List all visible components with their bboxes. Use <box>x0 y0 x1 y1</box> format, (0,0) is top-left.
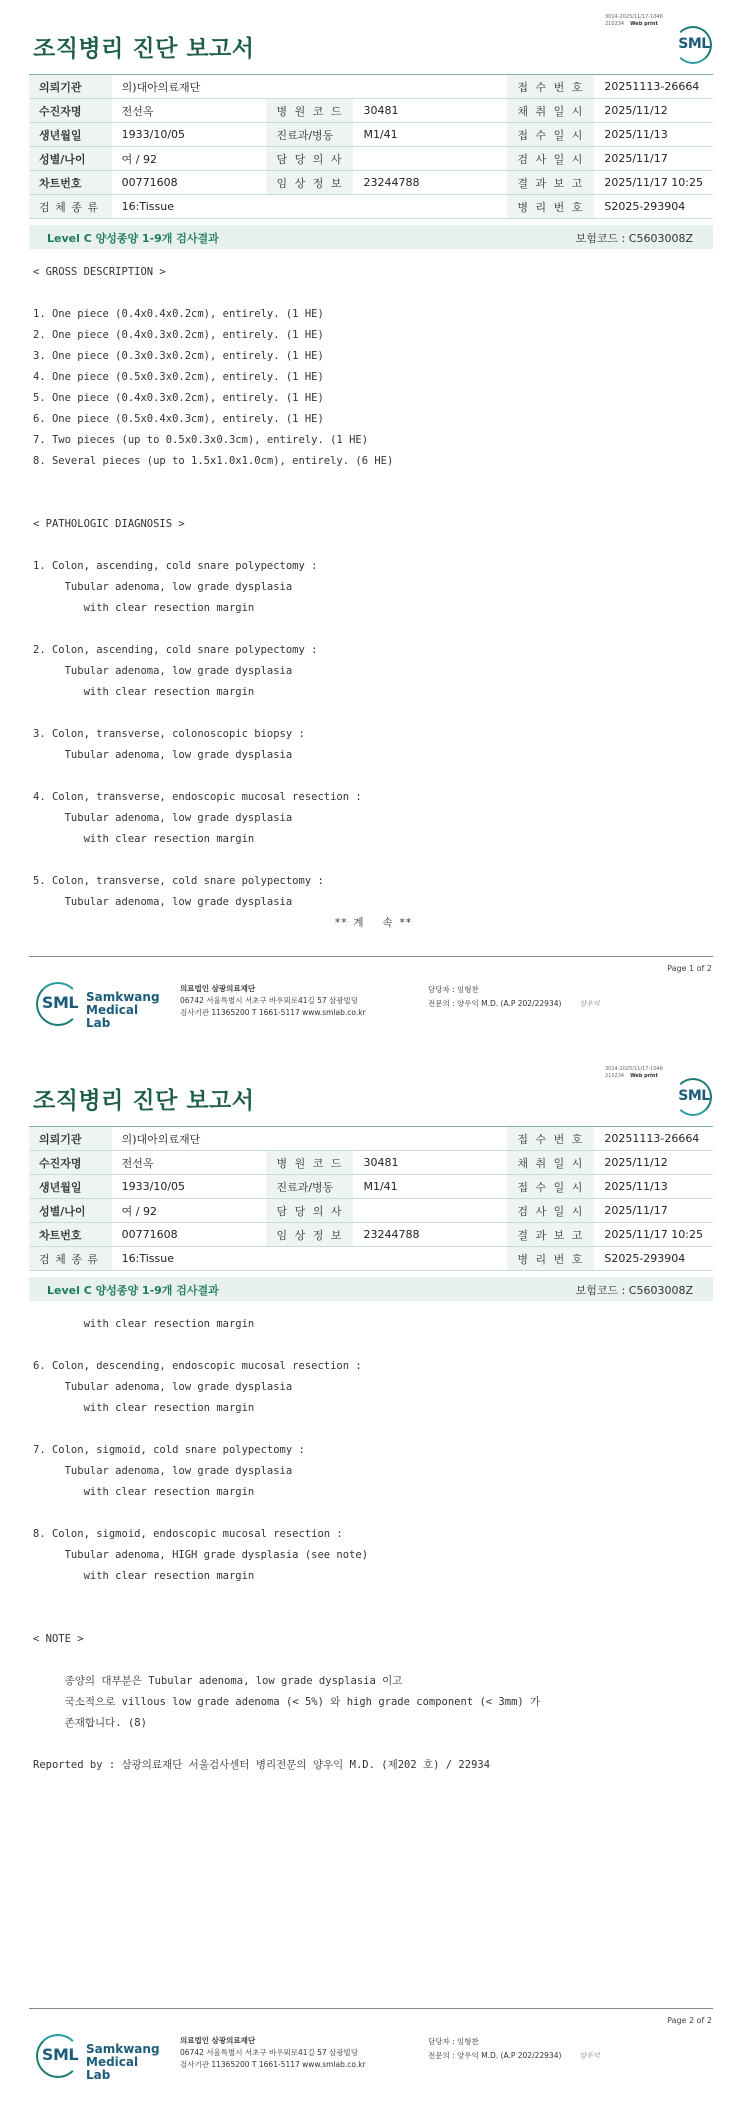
result-section-title: Level C 양성종양 1-9개 검사결과 <box>47 1284 219 1297</box>
report-line: 3. One piece (0.3x0.3x0.2cm), entirely. (1 HE) <box>33 350 324 362</box>
page-number: Page 1 of 2 <box>667 964 712 973</box>
info-label: 담 당 의 사 <box>266 147 353 171</box>
footer-contact: 검사기관 11365200 T 1661-5117 www.smlab.co.kr <box>180 2060 366 2069</box>
info-row <box>29 195 713 219</box>
info-value-hospital-code: 30481 <box>353 1151 507 1175</box>
report-line: with clear resection margin <box>33 833 255 845</box>
info-label: 접 수 번 호 <box>507 1127 594 1151</box>
info-value-institution: 의)대아의료재단 <box>112 1127 508 1151</box>
info-row <box>29 1223 713 1247</box>
info-value-birthdate: 1933/10/05 <box>112 1175 267 1199</box>
info-value-sex-age: 여 / 92 <box>112 147 267 171</box>
report-line: Reported by : 삼광의료재단 서울검사센터 병리전문의 양우익 M.D. (제202 호) / 22934 <box>33 1759 491 1771</box>
info-value-patient-name: 전선옥 <box>112 1151 267 1175</box>
info-label: 병 원 코 드 <box>266 99 353 123</box>
info-label: 의뢰기관 <box>29 1127 112 1151</box>
report-line: with clear resection margin <box>33 1486 255 1498</box>
footer-expert-wrap <box>428 2049 600 2063</box>
report-line <box>33 1335 713 1356</box>
insurance-code: 보험코드 : C5603008Z <box>575 1284 693 1297</box>
report-page-2 <box>0 1052 744 2104</box>
report-line: Tubular adenoma, low grade dysplasia <box>33 1465 293 1477</box>
report-line: Tubular adenoma, low grade dysplasia <box>33 581 293 593</box>
logo-name-line2: Medical Lab <box>86 2055 139 2082</box>
info-value-chart-number: 00771608 <box>112 171 267 195</box>
report-line <box>33 1503 713 1524</box>
info-value-chart-number: 00771608 <box>112 1223 267 1247</box>
report-line: with clear resection margin <box>33 686 255 698</box>
info-label: 검 사 일 시 <box>507 147 594 171</box>
info-label: 결 과 보 고 <box>507 171 594 195</box>
footer-address-line: 06742 서울특별시 서초구 바우뫼로41길 57 삼광빌딩 <box>180 996 359 1005</box>
info-label: 결 과 보 고 <box>507 1223 594 1247</box>
report-line: 3. Colon, transverse, colonoscopic biopsy : <box>33 728 305 740</box>
info-label: 접 수 일 시 <box>507 123 594 147</box>
report-line <box>33 1587 713 1608</box>
sml-logo <box>674 1078 712 1116</box>
report-line: with clear resection margin <box>33 1570 255 1582</box>
footer-address <box>180 983 366 1019</box>
info-label: 임 상 정 보 <box>266 1223 353 1247</box>
report-line <box>33 283 713 304</box>
signature: 양우익 <box>579 2052 600 2060</box>
footer-staff-line: 담당자 : 임형찬 <box>428 2037 479 2046</box>
print-stamp-line1: 3014-2025/11/17-1046 <box>605 1066 663 1072</box>
report-title: 조직병리 진단 보고서 <box>33 36 255 62</box>
info-value-specimen: 16:Tissue <box>112 195 508 219</box>
report-line <box>33 493 713 514</box>
footer-expert-wrap <box>428 997 600 1011</box>
info-value-receipt-date: 2025/11/13 <box>594 1175 713 1199</box>
report-line: 1. One piece (0.4x0.4x0.2cm), entirely. (1 HE) <box>33 308 324 320</box>
report-line <box>33 1419 713 1440</box>
info-value-pathology-number: S2025-293904 <box>594 195 713 219</box>
report-line: Tubular adenoma, low grade dysplasia <box>33 665 293 677</box>
info-value-clinical-info: 23244788 <box>353 171 507 195</box>
sml-logo-text: SML <box>678 36 710 52</box>
report-line: 국소적으로 villous low grade adenoma (< 5%) 와 high grade component (< 3mm) 가 <box>33 1696 541 1708</box>
info-label: 진료과/병동 <box>266 1175 353 1199</box>
info-row <box>29 1151 713 1175</box>
info-value-accession: 20251113-26664 <box>594 1127 713 1151</box>
info-label: 병 원 코 드 <box>266 1151 353 1175</box>
info-value-hospital-code: 30481 <box>353 99 507 123</box>
info-label: 성별/나이 <box>29 1199 112 1223</box>
result-section-bar <box>29 1277 713 1301</box>
result-section-bar <box>29 225 713 249</box>
report-line: Tubular adenoma, low grade dysplasia <box>33 1381 293 1393</box>
print-stamp-line1: 3014-2025/11/17-1046 <box>605 14 663 20</box>
info-label: 접 수 일 시 <box>507 1175 594 1199</box>
info-label: 진료과/병동 <box>266 123 353 147</box>
info-label: 의뢰기관 <box>29 75 112 99</box>
info-label: 검 체 종 류 <box>29 1247 112 1271</box>
info-row <box>29 1247 713 1271</box>
footer-divider <box>29 2008 713 2009</box>
info-value-test-date: 2025/11/17 <box>594 147 713 171</box>
info-label: 검 체 종 류 <box>29 195 112 219</box>
web-print-label: Web print <box>630 1072 658 1079</box>
footer-address-line: 06742 서울특별시 서초구 바우뫼로41길 57 삼광빌딩 <box>180 2048 359 2057</box>
report-line <box>33 535 713 556</box>
info-value-report-date: 2025/11/17 10:25 <box>594 171 713 195</box>
info-row <box>29 1199 713 1223</box>
report-line <box>33 1734 713 1755</box>
info-value-department: M1/41 <box>353 1175 507 1199</box>
report-line <box>33 766 713 787</box>
logo-name-line1: Samkwang <box>86 990 160 1004</box>
info-label: 채 취 일 시 <box>507 99 594 123</box>
footer-staff-line: 담당자 : 임형찬 <box>428 985 479 994</box>
samkwang-logo-name <box>86 2043 166 2082</box>
samkwang-logo <box>36 980 166 1030</box>
logo-name-line2: Medical Lab <box>86 1003 139 1030</box>
web-print-label: Web print <box>630 20 658 27</box>
info-label: 차트번호 <box>29 171 112 195</box>
info-label: 병 리 번 호 <box>507 1247 594 1271</box>
info-label: 접 수 번 호 <box>507 75 594 99</box>
footer-staff <box>428 983 600 1011</box>
footer-expert: 전문의 : 양우익 M.D. (A.P 202/22934) <box>428 999 562 1008</box>
report-line: 6. One piece (0.5x0.4x0.3cm), entirely. (1 HE) <box>33 413 324 425</box>
report-line: 6. Colon, descending, endoscopic mucosal resection : <box>33 1360 362 1372</box>
report-line: Tubular adenoma, low grade dysplasia <box>33 749 293 761</box>
report-line <box>33 850 713 871</box>
info-row <box>29 123 713 147</box>
report-line: < GROSS DESCRIPTION > <box>33 266 166 278</box>
report-line <box>33 703 713 724</box>
report-line <box>33 472 713 493</box>
result-section-title: Level C 양성종양 1-9개 검사결과 <box>47 232 219 245</box>
info-value-clinical-info: 23244788 <box>353 1223 507 1247</box>
info-label: 병 리 번 호 <box>507 195 594 219</box>
info-label: 수진자명 <box>29 1151 112 1175</box>
info-value-collect-date: 2025/11/12 <box>594 1151 713 1175</box>
info-row <box>29 1127 713 1151</box>
continued-marker: ** 계 속 ** <box>334 917 412 929</box>
patient-info-table <box>29 74 713 219</box>
footer-staff <box>428 2035 600 2063</box>
logo-name-line1: Samkwang <box>86 2042 160 2056</box>
footer-expert: 전문의 : 양우익 M.D. (A.P 202/22934) <box>428 2051 562 2060</box>
info-label: 검 사 일 시 <box>507 1199 594 1223</box>
info-label: 생년월일 <box>29 123 112 147</box>
report-line: 5. One piece (0.4x0.3x0.2cm), entirely. (1 HE) <box>33 392 324 404</box>
report-line: with clear resection margin <box>33 1402 255 1414</box>
report-line: with clear resection margin <box>33 602 255 614</box>
report-line: 8. Colon, sigmoid, endoscopic mucosal resection : <box>33 1528 343 1540</box>
samkwang-logo-sml: SML <box>41 2045 79 2064</box>
info-value-department: M1/41 <box>353 123 507 147</box>
info-label: 생년월일 <box>29 1175 112 1199</box>
report-line: 1. Colon, ascending, cold snare polypectomy : <box>33 560 318 572</box>
footer-org: 의료법인 삼광의료재단 <box>180 2036 256 2045</box>
report-body <box>33 1314 713 1776</box>
samkwang-logo-sml: SML <box>41 993 79 1012</box>
info-label: 차트번호 <box>29 1223 112 1247</box>
info-value-test-date: 2025/11/17 <box>594 1199 713 1223</box>
info-label: 성별/나이 <box>29 147 112 171</box>
info-row <box>29 75 713 99</box>
insurance-code: 보험코드 : C5603008Z <box>575 232 693 245</box>
info-row <box>29 1175 713 1199</box>
print-stamp-line2: 210234 <box>605 20 625 27</box>
info-value-birthdate: 1933/10/05 <box>112 123 267 147</box>
report-line: 존재합니다. (8) <box>33 1717 147 1729</box>
info-value-report-date: 2025/11/17 10:25 <box>594 1223 713 1247</box>
footer-divider <box>29 956 713 957</box>
info-value-receipt-date: 2025/11/13 <box>594 123 713 147</box>
info-label: 수진자명 <box>29 99 112 123</box>
patient-info-table <box>29 1126 713 1271</box>
info-row <box>29 147 713 171</box>
report-line: Tubular adenoma, HIGH grade dysplasia (see note) <box>33 1549 369 1561</box>
report-line: Tubular adenoma, low grade dysplasia <box>33 896 293 908</box>
info-value-sex-age: 여 / 92 <box>112 1199 267 1223</box>
samkwang-logo-name <box>86 991 166 1030</box>
signature: 양우익 <box>579 1000 600 1008</box>
info-value-pathology-number: S2025-293904 <box>594 1247 713 1271</box>
report-line: Tubular adenoma, low grade dysplasia <box>33 812 293 824</box>
report-line: 2. One piece (0.4x0.3x0.2cm), entirely. (1 HE) <box>33 329 324 341</box>
report-line: 8. Several pieces (up to 1.5x1.0x1.0cm), entirely. (6 HE) <box>33 455 394 467</box>
info-value-specimen: 16:Tissue <box>112 1247 508 1271</box>
report-line: 7. Two pieces (up to 0.5x0.3x0.3cm), entirely. (1 HE) <box>33 434 369 446</box>
info-value-doctor <box>353 1199 507 1223</box>
report-line: < PATHOLOGIC DIAGNOSIS > <box>33 518 185 530</box>
report-body <box>33 262 713 934</box>
info-label: 담 당 의 사 <box>266 1199 353 1223</box>
info-row <box>29 171 713 195</box>
info-label: 채 취 일 시 <box>507 1151 594 1175</box>
report-line: 4. Colon, transverse, endoscopic mucosal resection : <box>33 791 362 803</box>
footer-contact: 검사기관 11365200 T 1661-5117 www.smlab.co.kr <box>180 1008 366 1017</box>
report-line: 4. One piece (0.5x0.3x0.2cm), entirely. (1 HE) <box>33 371 324 383</box>
info-value-accession: 20251113-26664 <box>594 75 713 99</box>
info-value-institution: 의)대아의료재단 <box>112 75 508 99</box>
info-value-patient-name: 전선옥 <box>112 99 267 123</box>
report-line <box>33 1650 713 1671</box>
footer-org: 의료법인 삼광의료재단 <box>180 984 256 993</box>
page-number: Page 2 of 2 <box>667 2016 712 2025</box>
info-value-doctor <box>353 147 507 171</box>
report-line: with clear resection margin <box>33 1318 255 1330</box>
report-line <box>33 619 713 640</box>
report-line: 5. Colon, transverse, cold snare polypectomy : <box>33 875 324 887</box>
report-title: 조직병리 진단 보고서 <box>33 1088 255 1114</box>
report-line <box>33 1608 713 1629</box>
info-label: 임 상 정 보 <box>266 171 353 195</box>
print-stamp-line2: 210234 <box>605 1072 625 1079</box>
sml-logo <box>674 26 712 64</box>
report-line: 2. Colon, ascending, cold snare polypectomy : <box>33 644 318 656</box>
samkwang-logo <box>36 2032 166 2082</box>
info-value-collect-date: 2025/11/12 <box>594 99 713 123</box>
info-row <box>29 99 713 123</box>
report-line: 종양의 대부분은 Tubular adenoma, low grade dysplasia 이고 <box>33 1675 403 1687</box>
footer-address <box>180 2035 366 2071</box>
report-line: < NOTE > <box>33 1633 84 1645</box>
sml-logo-text: SML <box>678 1088 710 1104</box>
report-line: 7. Colon, sigmoid, cold snare polypectomy : <box>33 1444 305 1456</box>
